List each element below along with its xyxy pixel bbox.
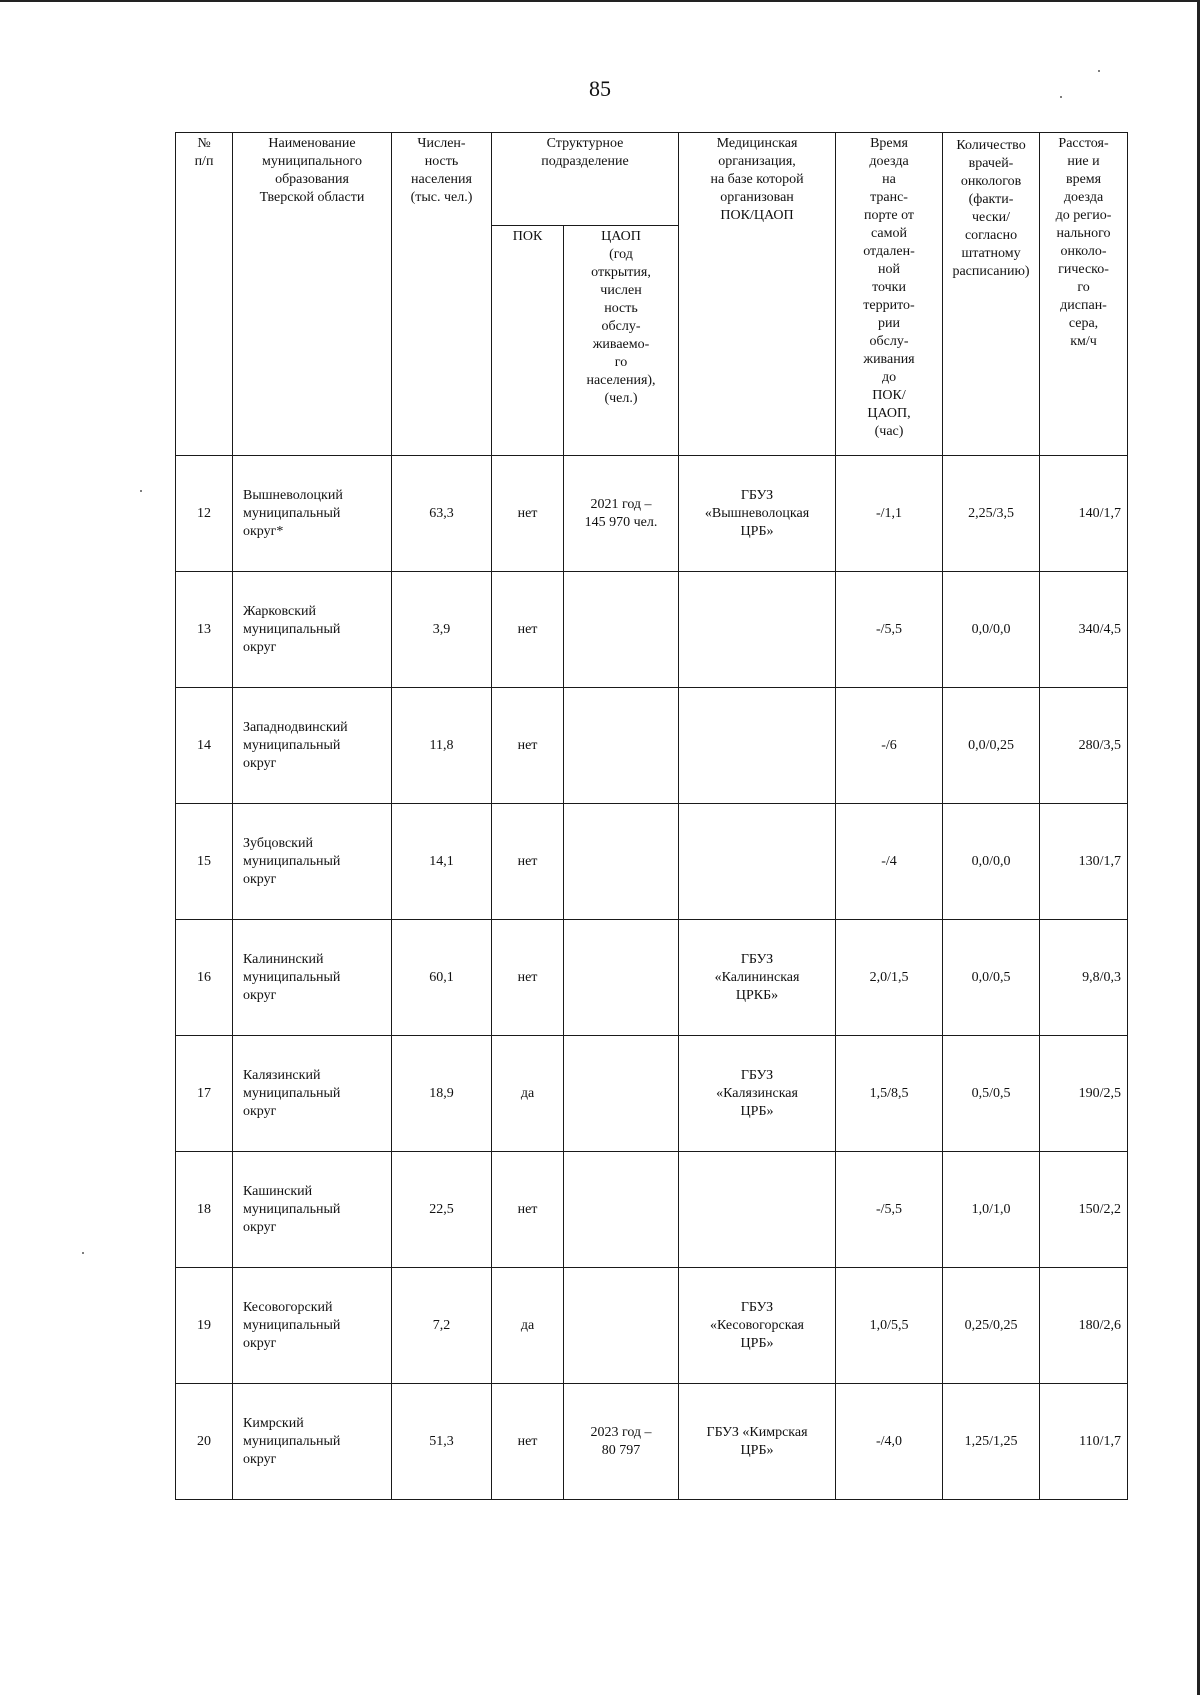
- population-value: 63,3: [392, 456, 492, 572]
- pok-status: нет: [492, 688, 564, 804]
- medical-organization: ГБУЗ «Кимрская ЦРБ»: [679, 1384, 836, 1500]
- scan-border-top: [0, 0, 1200, 2]
- distance-to-dispensary: 9,8/0,3: [1040, 920, 1128, 1036]
- table-row: [176, 804, 1128, 920]
- pok-status: да: [492, 1036, 564, 1152]
- municipality-name: Жарковский муниципальный округ: [233, 572, 392, 688]
- medical-organization: ГБУЗ «Вышневолоцкая ЦРБ»: [679, 456, 836, 572]
- row-number: 15: [176, 804, 233, 920]
- population-value: 11,8: [392, 688, 492, 804]
- oncologists-count: 1,25/1,25: [943, 1384, 1040, 1500]
- distance-to-dispensary: 180/2,6: [1040, 1268, 1128, 1384]
- row-number: 18: [176, 1152, 233, 1268]
- oncology-units-table: [175, 132, 1128, 1500]
- pok-status: нет: [492, 572, 564, 688]
- row-number: 12: [176, 456, 233, 572]
- oncologists-count: 0,0/0,25: [943, 688, 1040, 804]
- header-caop: ЦАОП (год открытия, числен ность обслу- живаемо- го населения), (чел.): [564, 226, 679, 456]
- municipality-name: Западнодвинский муниципальный округ: [233, 688, 392, 804]
- medical-organization: ГБУЗ «Калининская ЦРКБ»: [679, 920, 836, 1036]
- travel-time: -/4,0: [836, 1384, 943, 1500]
- population-value: 14,1: [392, 804, 492, 920]
- population-value: 60,1: [392, 920, 492, 1036]
- oncologists-count: 1,0/1,0: [943, 1152, 1040, 1268]
- distance-to-dispensary: 280/3,5: [1040, 688, 1128, 804]
- municipality-name: Кесовогорский муниципальный округ: [233, 1268, 392, 1384]
- distance-to-dispensary: 140/1,7: [1040, 456, 1128, 572]
- travel-time: 2,0/1,5: [836, 920, 943, 1036]
- pok-status: нет: [492, 1152, 564, 1268]
- pok-status: нет: [492, 1384, 564, 1500]
- municipality-name: Кимрский муниципальный округ: [233, 1384, 392, 1500]
- population-value: 22,5: [392, 1152, 492, 1268]
- pok-status: да: [492, 1268, 564, 1384]
- row-number: 14: [176, 688, 233, 804]
- municipality-name: Калязинский муниципальный округ: [233, 1036, 392, 1152]
- population-value: 18,9: [392, 1036, 492, 1152]
- distance-to-dispensary: 340/4,5: [1040, 572, 1128, 688]
- caop-info: [564, 804, 679, 920]
- population-value: 7,2: [392, 1268, 492, 1384]
- row-number: 20: [176, 1384, 233, 1500]
- scan-speck: [82, 1252, 84, 1254]
- travel-time: 1,0/5,5: [836, 1268, 943, 1384]
- medical-organization: ГБУЗ «Кесовогорская ЦРБ»: [679, 1268, 836, 1384]
- header-distance: Расстоя- ние и время доезда до регио- нального онколо- гическо- го диспан- сера, км/ч: [1040, 133, 1128, 456]
- municipality-name: Вышневолоцкий муниципальный округ*: [233, 456, 392, 572]
- pok-status: нет: [492, 456, 564, 572]
- oncologists-count: 0,5/0,5: [943, 1036, 1040, 1152]
- caop-info: 2023 год – 80 797: [564, 1384, 679, 1500]
- oncologists-count: 0,25/0,25: [943, 1268, 1040, 1384]
- header-municipality: Наименование муниципального образования Тверской области: [233, 133, 392, 456]
- oncologists-count: 0,0/0,0: [943, 804, 1040, 920]
- header-travel-time: Время доезда на транс- порте от самой отдален- ной точки террито- рии обслу- живания до ПОК/ ЦАОП, (час): [836, 133, 943, 456]
- table-row: [176, 688, 1128, 804]
- header-medical-organization: Медицинская организация, на базе которой организован ПОК/ЦАОП: [679, 133, 836, 456]
- distance-to-dispensary: 110/1,7: [1040, 1384, 1128, 1500]
- header-num: № п/п: [176, 133, 233, 456]
- travel-time: -/1,1: [836, 456, 943, 572]
- caop-info: [564, 1268, 679, 1384]
- oncologists-count: 0,0/0,5: [943, 920, 1040, 1036]
- medical-organization: [679, 688, 836, 804]
- caop-info: [564, 1036, 679, 1152]
- caop-info: [564, 1152, 679, 1268]
- oncologists-count: 0,0/0,0: [943, 572, 1040, 688]
- table-row: [176, 1268, 1128, 1384]
- scan-speck: [140, 490, 142, 492]
- header-pok: ПОК: [492, 226, 564, 456]
- header-structural-unit: Структурное подразделение: [492, 133, 679, 226]
- medical-organization: ГБУЗ «Калязинская ЦРБ»: [679, 1036, 836, 1152]
- distance-to-dispensary: 130/1,7: [1040, 804, 1128, 920]
- row-number: 19: [176, 1268, 233, 1384]
- municipality-name: Калининский муниципальный округ: [233, 920, 392, 1036]
- header-population: Числен- ность населения (тыс. чел.): [392, 133, 492, 456]
- table-row: [176, 1152, 1128, 1268]
- header-oncologists: Количество врачей- онкологов (факти- чески/ согласно штатному расписанию): [943, 133, 1040, 456]
- row-number: 17: [176, 1036, 233, 1152]
- row-number: 13: [176, 572, 233, 688]
- municipality-name: Зубцовский муниципальный округ: [233, 804, 392, 920]
- travel-time: -/6: [836, 688, 943, 804]
- travel-time: 1,5/8,5: [836, 1036, 943, 1152]
- population-value: 51,3: [392, 1384, 492, 1500]
- travel-time: -/5,5: [836, 572, 943, 688]
- distance-to-dispensary: 150/2,2: [1040, 1152, 1128, 1268]
- caop-info: [564, 688, 679, 804]
- page-number: 85: [589, 76, 611, 101]
- travel-time: -/5,5: [836, 1152, 943, 1268]
- population-value: 3,9: [392, 572, 492, 688]
- medical-organization: [679, 804, 836, 920]
- pok-status: нет: [492, 920, 564, 1036]
- travel-time: -/4: [836, 804, 943, 920]
- medical-organization: [679, 572, 836, 688]
- table-row: [176, 1036, 1128, 1152]
- distance-to-dispensary: 190/2,5: [1040, 1036, 1128, 1152]
- caop-info: [564, 572, 679, 688]
- municipality-name: Кашинский муниципальный округ: [233, 1152, 392, 1268]
- caop-info: [564, 920, 679, 1036]
- pok-status: нет: [492, 804, 564, 920]
- table-row: [176, 456, 1128, 572]
- medical-organization: [679, 1152, 836, 1268]
- oncologists-count: 2,25/3,5: [943, 456, 1040, 572]
- table-row: [176, 920, 1128, 1036]
- row-number: 16: [176, 920, 233, 1036]
- table-row: [176, 572, 1128, 688]
- caop-info: 2021 год – 145 970 чел.: [564, 456, 679, 572]
- table-row: [176, 1384, 1128, 1500]
- scan-speck: [1098, 70, 1100, 72]
